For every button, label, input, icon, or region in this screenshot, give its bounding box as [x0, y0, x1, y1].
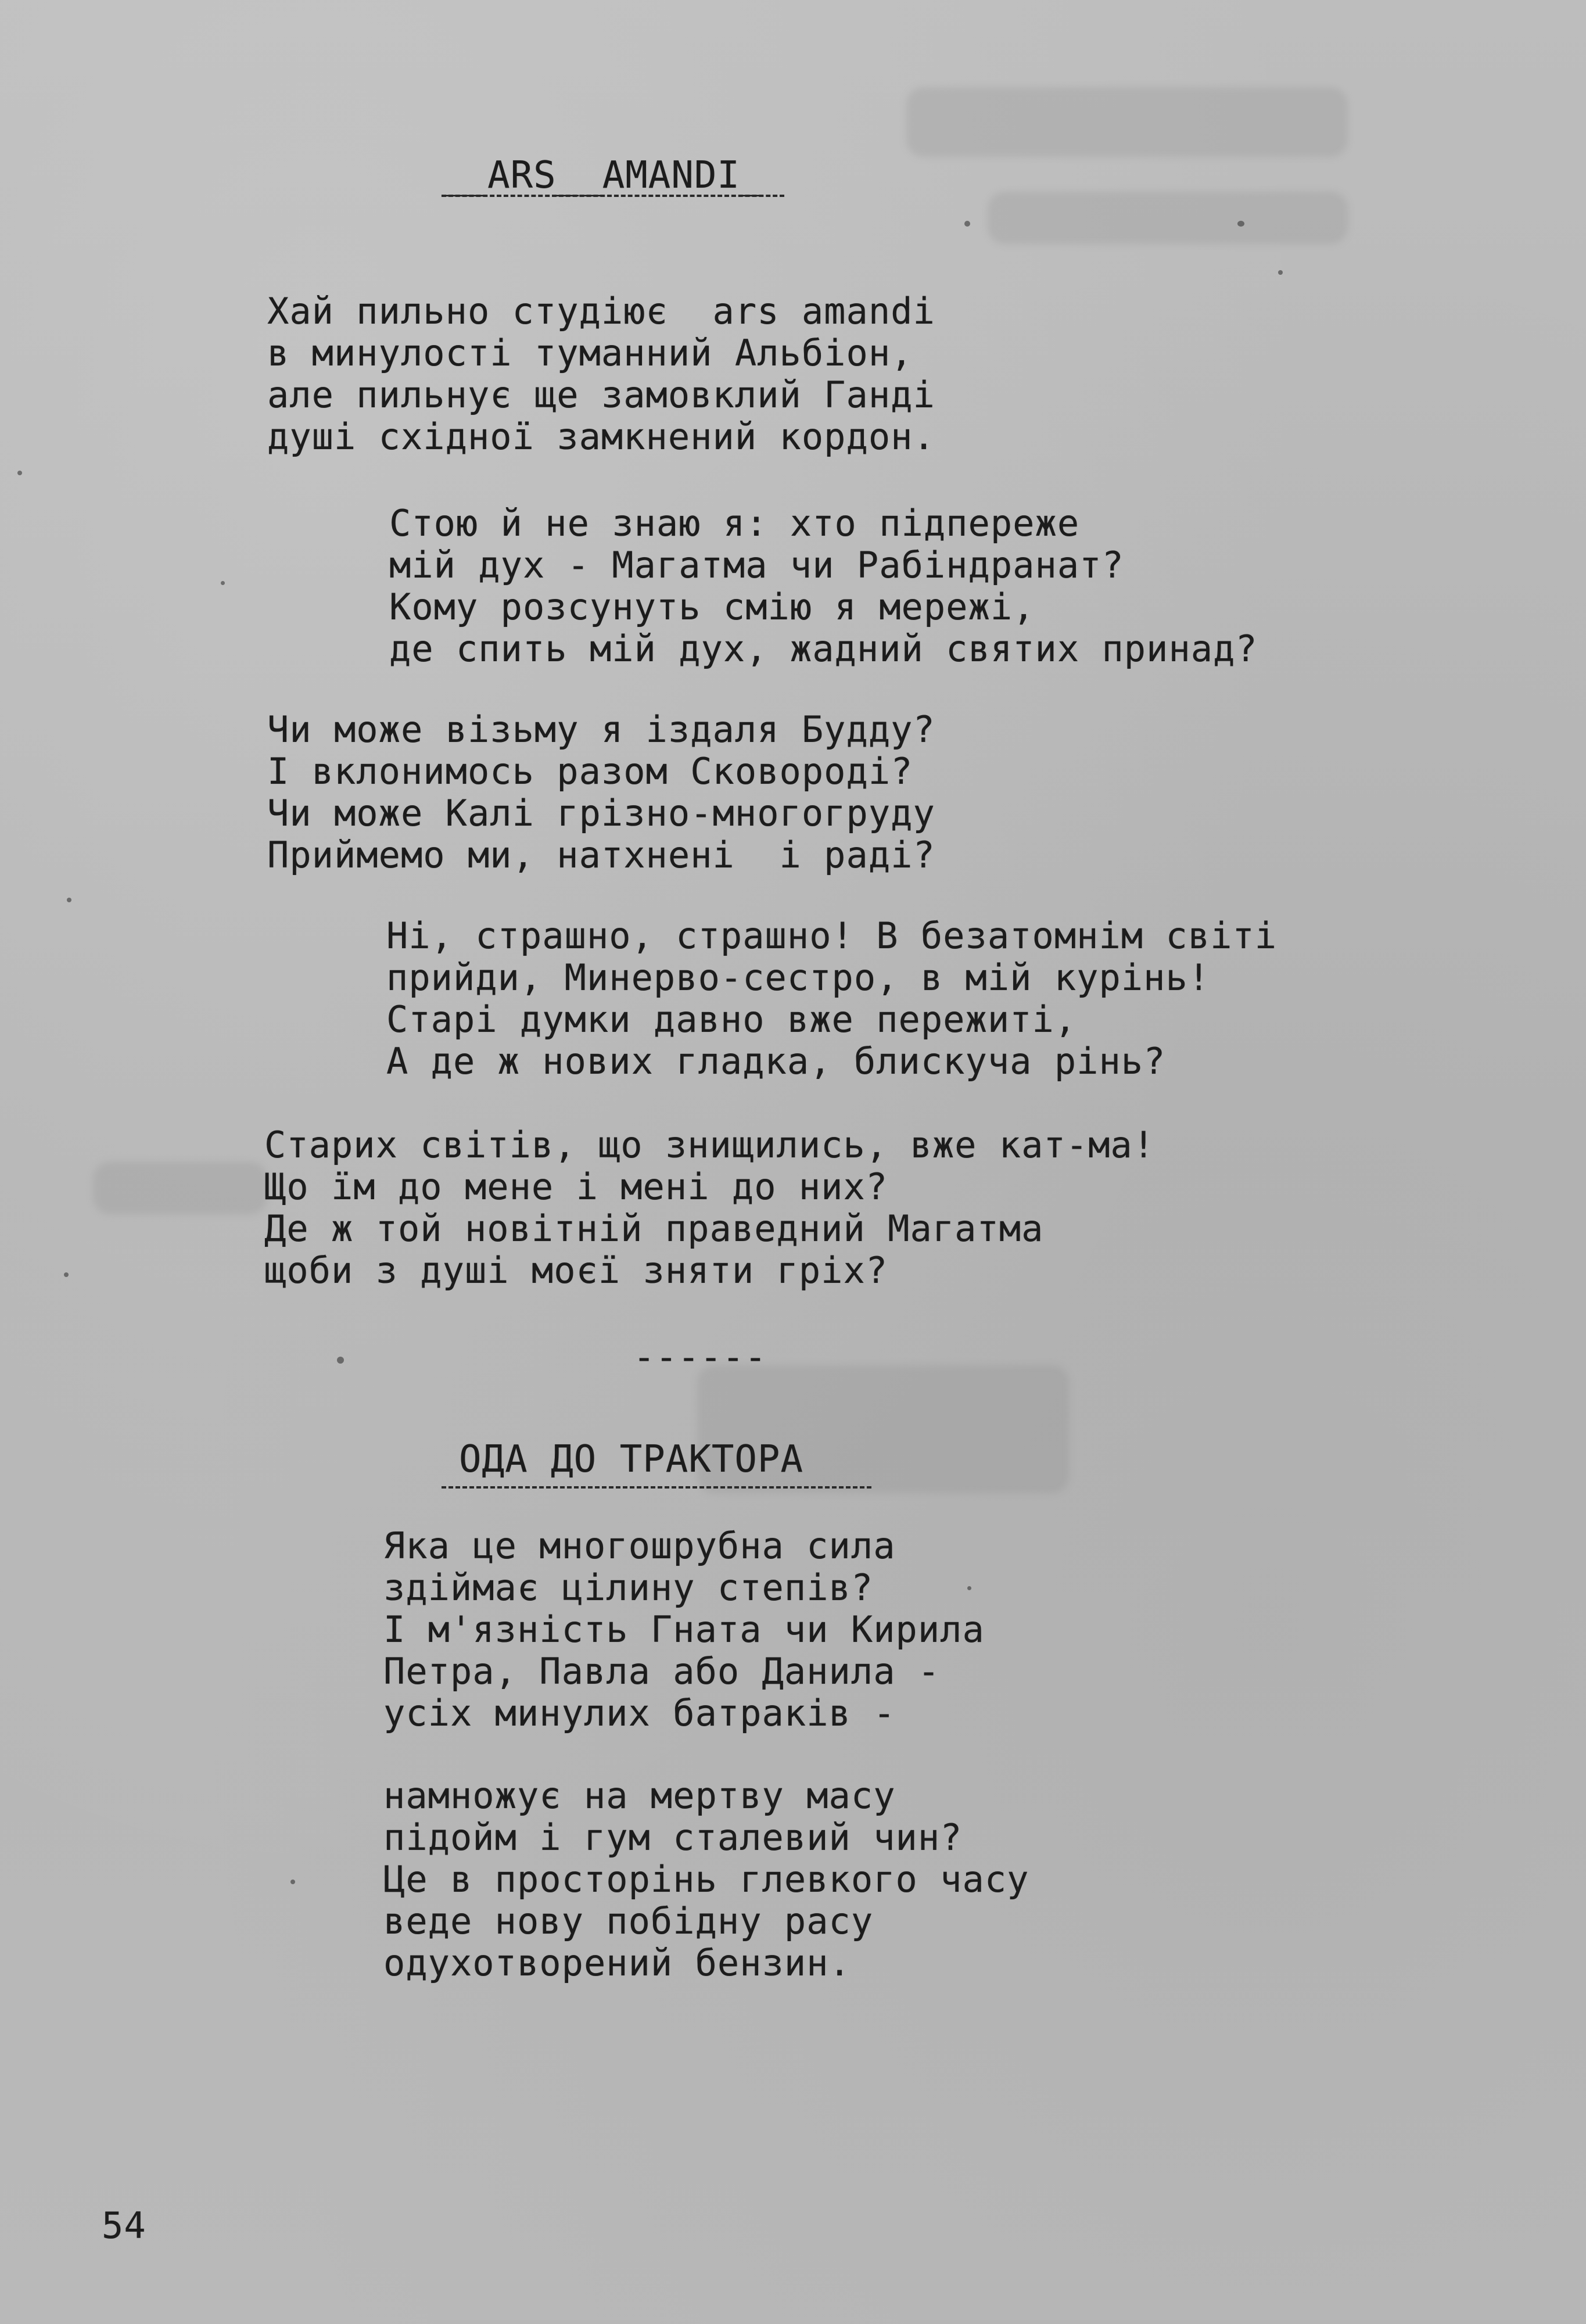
ink-speck: [17, 471, 22, 475]
poem-line: Старі думки давно вже пережиті,: [386, 998, 1077, 1041]
poem-line: Де ж той новітній праведний Магатма: [264, 1207, 1044, 1250]
poem-line: одухотворений бензин.: [383, 1942, 851, 1984]
bleed-through-mark: [906, 87, 1348, 157]
poem-line: підойм і гум сталевий чин?: [383, 1816, 963, 1859]
poem-line: мій дух - Магатма чи Рабіндранат?: [389, 544, 1124, 586]
ink-speck: [221, 581, 225, 585]
poem-1-title-underline: [442, 195, 784, 197]
bleed-through-mark: [93, 1162, 267, 1214]
ink-speck: [1237, 221, 1244, 227]
poem-line: щоби з душі моєї зняти гріх?: [264, 1249, 888, 1292]
poem-line: Кому розсунуть смію я мережі,: [389, 586, 1035, 628]
poem-2-title-underline: [442, 1486, 871, 1489]
poem-line: в минулості туманний Альбіон,: [267, 332, 913, 374]
poem-1-stanza-5: [264, 1124, 1155, 1292]
poem-line: прийди, Минерво-сестро, в мій курінь!: [386, 956, 1211, 999]
poem-line: де спить мій дух, жадний святих принад?: [389, 627, 1258, 670]
poem-line: але пильнує ще замовклий Ганді: [267, 374, 935, 416]
poem-line: І м'язність Гната чи Кирила: [383, 1608, 985, 1651]
poem-2-stanza-1: [383, 1525, 985, 1734]
poem-1-title: __ARS__AMANDI_: [442, 154, 763, 197]
poem-line: А де ж нових гладка, блискуча рінь?: [386, 1040, 1166, 1082]
poem-1-stanza-3: [267, 709, 935, 876]
ink-speck: [337, 1357, 344, 1364]
poem-1-stanza-1: [267, 290, 935, 458]
poem-line: усіх минулих батраків -: [383, 1692, 896, 1734]
poem-2-stanza-2: [383, 1775, 1029, 1984]
ink-speck: [67, 898, 71, 902]
poem-line: І вклонимось разом Сковороді?: [267, 750, 913, 792]
poem-1-stanza-2: [389, 503, 1258, 670]
poem-line: намножує на мертву масу: [383, 1774, 896, 1817]
poem-line: Хай пильно студіює ars amandi: [267, 290, 935, 332]
ink-speck: [1278, 270, 1283, 275]
poem-line: Чи може Калі грізно-многогруду: [267, 792, 935, 834]
bleed-through-mark: [988, 192, 1348, 244]
ink-speck: [64, 1272, 69, 1277]
poem-line: Ні, страшно, страшно! В безатомнім світі: [386, 914, 1278, 957]
poem-2-title: ОДА ДО ТРАКТОРА: [459, 1438, 803, 1481]
poem-line: Це в просторінь глевкого часу: [383, 1858, 1029, 1900]
poem-line: Стою й не знаю я: хто підпереже: [389, 502, 1080, 544]
ink-speck: [964, 221, 970, 227]
poem-line: здіймає цілину степів?: [383, 1566, 874, 1609]
poem-line: Чи може візьму я іздаля Будду?: [267, 708, 935, 751]
ink-speck: [290, 1880, 295, 1884]
poem-1-stanza-4: [386, 915, 1277, 1082]
poem-line: веде нову побідну расу: [383, 1900, 874, 1942]
poem-line: Приймемо ми, натхнені і раді?: [267, 834, 935, 876]
page-number: 54: [102, 2204, 146, 2247]
ink-speck: [967, 1586, 971, 1590]
section-separator: ------: [633, 1336, 767, 1378]
poem-line: Яка це многошрубна сила: [383, 1525, 896, 1567]
poem-line: Петра, Павла або Данила -: [383, 1650, 941, 1692]
poem-line: Старих світів, що знищились, вже кат-ма!: [264, 1124, 1156, 1166]
poem-line: Що їм до мене і мені до них?: [264, 1165, 888, 1208]
poem-line: душі східної замкнений кордон.: [267, 415, 935, 458]
